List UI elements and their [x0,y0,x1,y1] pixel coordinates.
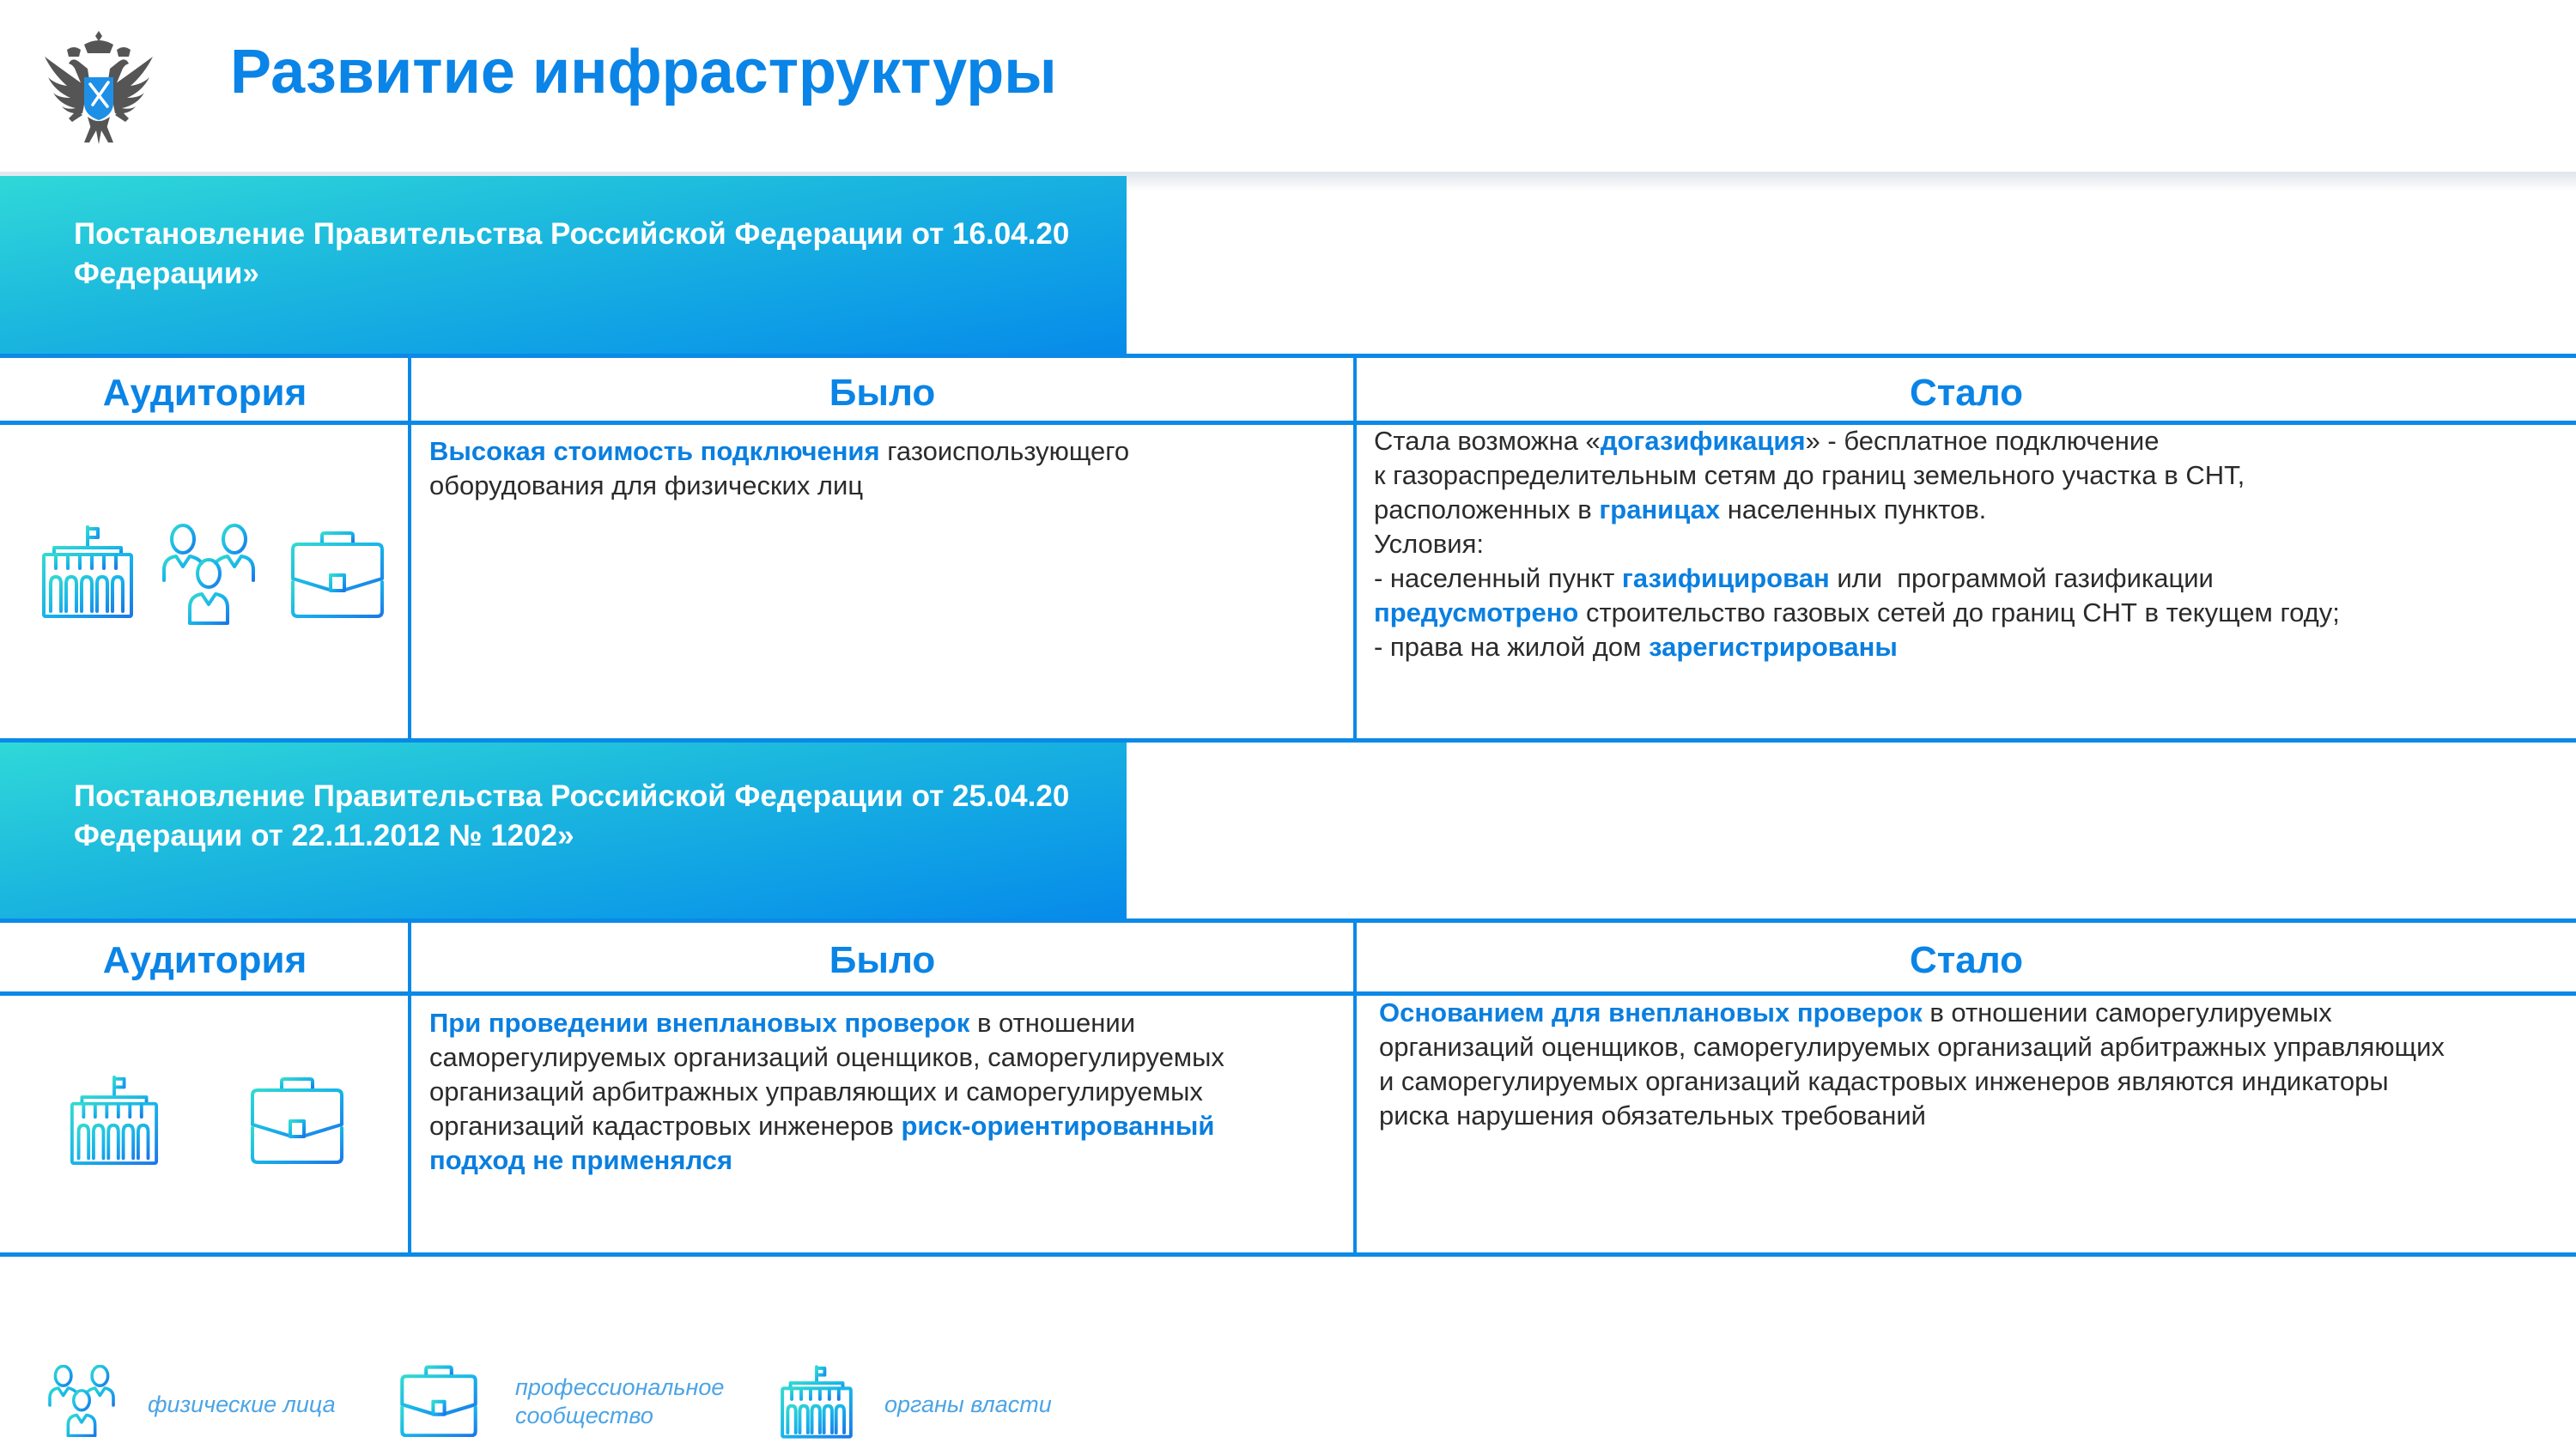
highlighted-text: При проведении внеплановых проверок [429,1008,970,1038]
text-run: в отношении саморегулируемых [1922,997,2332,1028]
text-line [429,1143,1224,1178]
text-line [429,469,1129,503]
briefcase-icon [289,530,386,618]
text-run: организаций оценщиков, саморегулируемых организаций арбитражных управляющих [1379,1032,2445,1062]
highlighted-text: границах [1599,494,1721,524]
regulation-banner [0,176,1127,356]
text-run: или программой газификации [1829,563,2214,593]
regulation-title-line: Федерации» [74,257,259,290]
text-line [1374,561,2340,596]
text-run: - населенный пункт [1374,563,1622,593]
legend-label-line: органы власти [884,1391,1052,1417]
page-title: Развитие инфраструктуры [230,38,1057,106]
text-line [429,1040,1224,1075]
emblem-logo [34,24,163,149]
regulation-banner [0,743,1127,919]
highlighted-text: риск-ориентированный [901,1111,1215,1141]
legend-label-individuals [148,1391,336,1419]
text-run: Условия: [1374,529,1484,559]
text-line [429,1109,1224,1143]
column-header-after: Стало [1909,372,2024,414]
text-line [429,1006,1224,1040]
column-header-after: Стало [1909,939,2024,981]
briefcase-icon [249,1076,345,1165]
government-building-icon [40,525,135,618]
table-border [0,919,2576,923]
double-headed-eagle-icon [34,24,163,149]
after-text [1379,996,2445,1133]
regulation-title-line: Постановление Правительства Российской Федерации от 25.04.20 [74,779,1070,813]
legend-label-line: сообщество [515,1403,653,1428]
text-run: в отношении [969,1008,1136,1038]
text-line [429,434,1129,469]
highlighted-text: газифицирован [1621,563,1830,593]
column-header-audience: Аудитория [102,939,307,981]
text-line [1374,630,2340,664]
before-text [429,434,1129,503]
text-line [1374,527,2340,561]
legend-label-authorities [884,1391,1052,1419]
text-run: саморегулируемых организаций оценщиков, саморегулируемых [429,1042,1224,1072]
text-run: организаций арбитражных управляющих и саморегулируемых [429,1076,1203,1106]
column-header-before: Было [829,372,936,414]
text-run: организаций кадастровых инженеров [429,1111,902,1141]
people-group-icon [161,524,257,625]
column-header-before: Было [829,939,936,981]
text-run: - права на жилой дом [1374,632,1649,662]
legend-label-line: физические лица [148,1391,336,1417]
text-line [429,1075,1224,1109]
regulation-title-line: Федерации от 22.11.2012 № 1202» [74,819,574,852]
briefcase-icon [399,1365,478,1437]
text-line [1379,1099,2445,1133]
text-run: населенных пунктов. [1720,494,1987,524]
text-line [1374,424,2340,458]
highlighted-text: Высокая стоимость подключения [429,436,880,466]
text-run: риска нарушения обязательных требований [1379,1100,1926,1131]
regulation-title-line: Постановление Правительства Российской Федерации от 16.04.20 [74,217,1070,251]
text-line [1374,493,2340,527]
text-line [1374,596,2340,630]
text-run: оборудования для физических лиц [429,470,864,500]
text-run: строительство газовых сетей до границ СНТ в текущем году; [1578,597,2340,627]
text-run: к газораспределительным сетям до границ земельного участка в СНТ, [1374,460,2245,490]
after-text [1374,424,2340,664]
text-line [1379,996,2445,1030]
table-border [0,354,2576,358]
highlighted-text: подход не применялся [429,1145,733,1175]
column-header-audience: Аудитория [102,372,307,414]
text-run: Стала возможна « [1374,426,1601,456]
legend-label-line: профессиональное [515,1374,725,1400]
regulation-title [74,777,1127,856]
highlighted-text: зарегистрированы [1649,632,1898,662]
highlighted-text: предусмотрено [1374,597,1579,627]
government-building-icon [780,1365,854,1439]
text-line [1379,1064,2445,1099]
highlighted-text: Основанием для внеплановых проверок [1379,997,1923,1028]
table-border [0,1252,2576,1257]
government-building-icon [67,1076,161,1165]
text-run: расположенных в [1374,494,1600,524]
text-run: » - бесплатное подключение [1805,426,2160,456]
text-line [1379,1030,2445,1064]
regulation-title [74,215,1127,294]
before-text [429,1006,1224,1178]
legend-label-professional-community [515,1373,724,1430]
text-run: и саморегулируемых организаций кадастровых инженеров являются индикаторы [1379,1066,2389,1096]
people-group-icon [47,1365,116,1437]
highlighted-text: догазификация [1600,426,1806,456]
text-run: газоиспользующего [879,436,1130,466]
text-line [1374,458,2340,493]
